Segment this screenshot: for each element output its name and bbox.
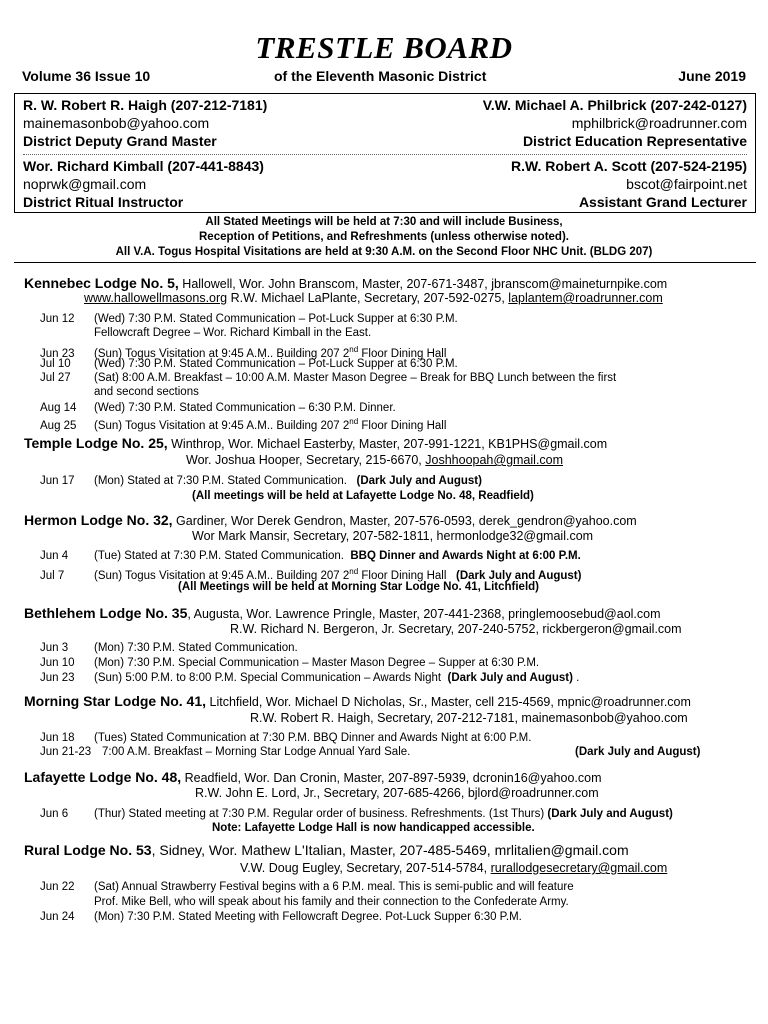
event-date: Jun 24 [40,911,75,923]
event-text: 7:00 A.M. Breakfast – Morning Star Lodge Annual Yard Sale. [102,746,411,758]
event-item [40,641,298,655]
event-date: Jun 6 [40,808,69,820]
event-note: (Dark July and August) [547,808,673,820]
lodge-secretary-line: R.W. John E. Lord, Jr., Secretary, 207-685-4266, bjlord@roadrunner.com [195,786,599,800]
officer-name: V.W. Michael A. Philbrick (207-242-0127) [482,97,747,113]
event-text: (Sun) Togus Visitation at 9:45 A.M.. Building 207 2nd Floor Dining Hall [94,345,447,360]
event-item [40,880,574,894]
event-date: Aug 14 [40,402,77,414]
lodge-master: , Augusta, Wor. Lawrence Pringle, Master, 207-441-2368, pringlemoosebud@aol.com [187,607,661,621]
lodge-name: Lafayette Lodge No. 48, [24,769,182,785]
officer-role: District Deputy Grand Master [23,133,217,149]
event-date: Jul 10 [40,358,71,370]
event-text: (Sat) Annual Strawberry Festival begins with a 6 P.M. meal. This is semi-public and will feature [94,881,574,893]
lodge-secretary-line: R.W. Richard N. Bergeron, Jr. Secretary, 207-240-5752, rickbergeron@gmail.com [230,622,682,636]
event-text: (Thur) Stated meeting at 7:30 P.M. Regular order of business. Refreshments. (1st Thurs) [94,808,545,820]
event-note: (Dark July and August) [456,569,582,582]
secretary-email-link[interactable]: laplantem@roadrunner.com [508,291,663,305]
officer-name: Wor. Richard Kimball (207-441-8843) [23,158,264,174]
event-text: (Wed) 7:30 P.M. Stated Communication – 6:30 P.M. Dinner. [94,402,396,414]
event-note: (Dark July and August) [356,475,482,487]
lodge-master: Litchfield, Wor. Michael D Nicholas, Sr., Master, cell 215-4569, mpnic@roadrunner.com [206,695,691,709]
officers-box [14,93,756,213]
event-text: (Tue) Stated at 7:30 P.M. Stated Communication. [94,550,344,562]
lodge-header [24,842,629,858]
notice-line: Reception of Petitions, and Refreshments (unless otherwise noted). [199,231,569,243]
meeting-notice [0,215,768,260]
event-text: (Mon) 7:30 P.M. Special Communication – Master Mason Degree – Supper at 6:30 P.M. [94,657,540,669]
event-text: (Mon) 7:30 P.M. Stated Communication. [94,642,298,654]
event-note: BBQ Dinner and Awards Night at 6:00 P.M. [350,550,581,562]
event-text: (Wed) 7:30 P.M. Stated Communication – Pot-Luck Supper at 6:30 P.M. [94,313,458,325]
event-item [40,415,446,433]
event-item [40,807,673,821]
lodge-header [24,512,637,528]
event-item [40,745,701,759]
newsletter-title: TRESTLE BOARD [255,30,513,65]
event-item [40,385,199,399]
event-item [40,656,539,670]
lodge-header [24,769,602,785]
officer-email: mphilbrick@roadrunner.com [571,115,747,131]
secretary-email-link[interactable]: rurallodgesecretary@gmail.com [490,861,668,875]
event-text: and second sections [94,386,199,398]
lodge-secretary-line [240,861,667,875]
lodge-secretary-line [84,291,663,305]
event-text: (Sun) Togus Visitation at 9:45 A.M.. Building 207 2nd Floor Dining Hall [94,567,447,582]
event-date: Jun 22 [40,881,75,893]
officer-ritual [23,157,264,211]
lodge-name: Morning Star Lodge No. 41, [24,693,207,709]
volume-issue: Volume 36 Issue 10 [22,68,151,84]
event-date: Jun 23 [40,347,75,360]
lodge-name: Rural Lodge No. 53 [24,842,152,858]
notice-line: All V.A. Togus Hospital Visitations are held at 9:30 A.M. on the Second Floor NHC Unit. (BLDG 207) [115,246,653,258]
section-rule [14,262,756,263]
event-date: Jun 18 [40,732,75,744]
event-date: Jun 17 [40,475,75,487]
officers-divider [23,154,747,155]
lodge-website-link[interactable]: www.hallowellmasons.org [84,291,228,305]
lodge-name: Temple Lodge No. 25, [24,435,168,451]
lodge-secretary: Wor. Joshua Hooper, Secretary, 215-6670, [186,453,426,467]
lodge-header [24,435,607,451]
event-suffix: . [572,672,580,684]
event-text: Prof. Mike Bell, who will speak about his family and their connection to the Confederate Army. [94,896,569,908]
event-text: (Sun) Togus Visitation at 9:45 A.M.. Building 207 2nd Floor Dining Hall [94,417,447,432]
lodge-secretary-line [186,453,563,467]
lodge-header [24,693,691,709]
event-item [40,671,579,685]
event-date: Jun 4 [40,550,69,562]
officer-email: mainemasonbob@yahoo.com [23,115,210,131]
officer-role: Assistant Grand Lecturer [578,194,747,210]
event-date: Jul 27 [40,372,71,384]
event-note: (Dark July and August) [575,746,701,758]
lodge-master: , Sidney, Wor. Mathew L'Italian, Master, 207-485-5469, mrlitalien@gmail.com [151,842,629,858]
officer-email: bscot@fairpoint.net [626,176,747,192]
officer-role: District Ritual Instructor [23,194,184,210]
event-text: Fellowcraft Degree – Wor. Richard Kimball in the East. [94,327,372,339]
officer-name: R.W. Robert A. Scott (207-524-2195) [511,158,747,174]
event-item [40,910,522,924]
lodge-note: (All meetings will be held at Lafayette Lodge No. 48, Readfield) [192,490,534,502]
event-item [40,326,371,340]
event-item [40,357,458,371]
officer-email: noprwk@gmail.com [23,176,147,192]
event-date: Jun 21-23 [40,746,92,758]
lodge-header [24,605,661,621]
lodge-name: Hermon Lodge No. 32, [24,512,173,528]
lodge-note: Note: Lafayette Lodge Hall is now handicapped accessible. [212,822,535,834]
event-item [40,895,569,909]
lodge-master: Hallowell, Wor. John Branscom, Master, 207-671-3487, jbranscom@maineturnpike.com [178,277,668,291]
event-item [40,731,531,745]
lodge-note: (All Meetings will be held at Morning Star Lodge No. 41, Litchfield) [178,581,539,593]
event-item [40,312,458,326]
district-name: of the Eleventh Masonic District [274,68,487,84]
event-item [40,371,616,385]
officer-role: District Education Representative [522,133,747,149]
lodge-master: Gardiner, Wor Derek Gendron, Master, 207-576-0593, derek_gendron@yahoo.com [172,514,637,528]
officer-ddgm [23,96,267,150]
event-text: (Wed) 7:30 P.M. Stated Communication – Pot-Luck Supper at 6:30 P.M. [94,358,458,370]
event-item [40,401,396,415]
event-date: Jun 23 [40,672,75,684]
event-item [40,549,581,563]
event-date: Aug 25 [40,419,77,432]
event-date: Jun 10 [40,657,75,669]
lodge-secretary-line: Wor Mark Mansir, Secretary, 207-582-1811, hermonlodge32@gmail.com [192,529,594,543]
lodge-master: Winthrop, Wor. Michael Easterby, Master, 207-991-1221, KB1PHS@gmail.com [167,437,608,451]
event-item [40,474,482,488]
lodge-secretary: V.W. Doug Eugley, Secretary, 207-514-5784, [240,861,491,875]
officer-education [483,96,747,150]
lodge-master: Readfield, Wor. Dan Cronin, Master, 207-897-5939, dcronin16@yahoo.com [181,771,602,785]
lodge-secretary-line: R.W. Robert R. Haigh, Secretary, 207-212-7181, mainemasonbob@yahoo.com [250,711,688,725]
event-text: (Sun) 5:00 P.M. to 8:00 P.M. Special Communication – Awards Night [94,672,442,684]
event-date: Jul 7 [40,569,65,582]
event-text: (Tues) Stated Communication at 7:30 P.M. BBQ Dinner and Awards Night at 6:00 P.M. [94,732,532,744]
lodge-header [24,275,667,291]
officer-name: R. W. Robert R. Haigh (207-212-7181) [23,97,268,113]
issue-date: June 2019 [678,68,746,84]
event-date: Jun 12 [40,313,75,325]
lodge-name: Bethlehem Lodge No. 35 [24,605,188,621]
secretary-email-link[interactable]: Joshhoopah@gmail.com [425,453,564,467]
lodge-secretary: R.W. Michael LaPlante, Secretary, 207-592-0275, [227,291,509,305]
event-text: (Mon) Stated at 7:30 P.M. Stated Communication. [94,475,347,487]
officer-lecturer [511,157,747,211]
event-note: (Dark July and August) [447,672,573,684]
event-text: (Sat) 8:00 A.M. Breakfast – 10:00 A.M. Master Mason Degree – Break for BBQ Lunch between the first [94,372,617,384]
event-text: (Mon) 7:30 P.M. Stated Meeting with Fellowcraft Degree. Pot-Luck Supper 6:30 P.M. [94,911,522,923]
event-date: Jun 3 [40,642,69,654]
notice-line: All Stated Meetings will be held at 7:30 and will include Business, [205,216,563,228]
lodge-name: Kennebec Lodge No. 5, [24,275,179,291]
